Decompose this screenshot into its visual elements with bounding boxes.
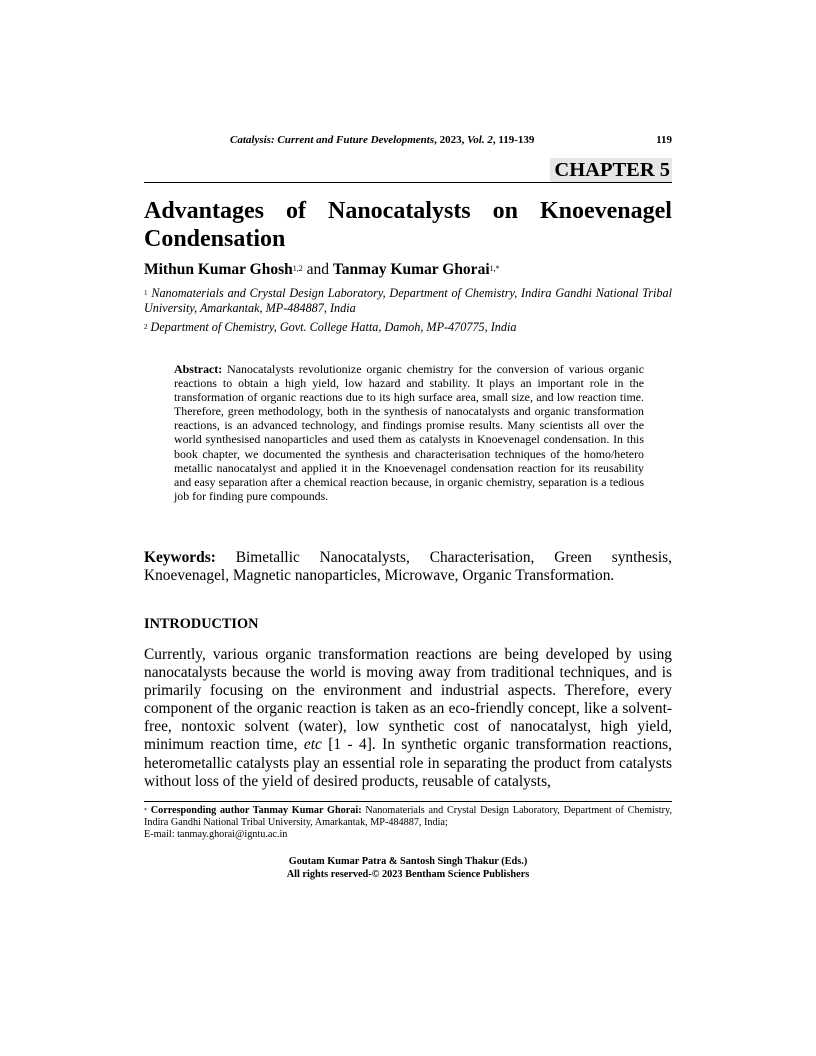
running-head (144, 134, 672, 148)
abstract-label: Abstract: (174, 362, 223, 376)
keywords-label: Keywords: (144, 549, 216, 566)
keywords-text: Bimetallic Nanocatalysts, Characterisation, Green synthesis, Knoevenagel, Magnetic nanoparticles, Microwave, Organic Transformation. (144, 549, 672, 584)
journal-volume: Vol. 2 (467, 134, 493, 146)
keywords (144, 549, 672, 585)
chapter-label: CHAPTER 5 (550, 158, 672, 182)
chapter-rule-divider (144, 182, 672, 183)
editors-copyright (144, 855, 672, 881)
author-list: Mithun Kumar Ghosh$^{1,2}$ and Tanmay Kumar Ghorai$^{1,*}$ (144, 261, 500, 278)
affiliation-1: $^1$ Nanomaterials and Crystal Design Laboratory, Department of Chemistry, Indira Gandhi National Tribal University, Amarkantak, MP-484887, India (144, 286, 672, 315)
abstract-text: Nanocatalysts revolutionize organic chemistry for the conversion of various organic reactions to obtain a high yield, low hazard and stability. It plays an important role in the transformation of organic reactions due to its high surface area, small size, and low reaction time. Therefore, green methodology, both in the synthesis of nanocatalysts and organic transformation reactions, is an advanced technology, and findings promise results. Many scientists all over the world synthesised nanoparticles and used them as catalysts in Knoevenagel condensation. In this book chapter, we documented the synthesis and characterisation techniques of the homo/hetero metallic nanocatalyst and applied it in the Knoevenagel condensation reaction for its reusability and easy separation after a chemical reaction because, in organic chemistry, separation is a tedious job for finding pure compounds. (174, 362, 644, 503)
author-name: Tanmay Kumar Ghorai (332, 261, 490, 278)
page-number: 119 (656, 134, 672, 146)
journal-citation: Catalysis: Current and Future Developments, 2023, Vol. 2, 119-139 (230, 134, 535, 146)
footnote-email: E-mail: tanmay.ghorai@igntu.ac.in (144, 829, 288, 841)
author-affiliation-marker: 1,* (489, 264, 500, 273)
copyright-line: All rights reserved-© 2023 Bentham Science Publishers (286, 869, 530, 880)
author-affiliation-marker: 1,2 (292, 264, 303, 273)
title-line-2: Condensation (144, 226, 286, 252)
footnote-label: Corresponding author Tanmay Kumar Ghorai: (147, 805, 362, 816)
affiliation-2: $^2$ Department of Chemistry, Govt. College Hatta, Damoh, MP-470775, India (144, 320, 517, 334)
author-name: Mithun Kumar Ghosh (144, 261, 293, 278)
editors-line: Goutam Kumar Patra & Santosh Singh Thakur (Eds.) (288, 856, 528, 867)
section-heading-introduction: INTRODUCTION (144, 616, 259, 632)
footnote-rule-divider (144, 801, 672, 802)
corresponding-author-footnote: * Corresponding author Tanmay Kumar Ghorai: Nanomaterials and Crystal Design Laboratory, Department of Chemistry, Indira Gandhi National Tribal University, Amarkantak, MP-484887, India; E-mail: tanmay.ghorai@igntu.ac.in (144, 805, 672, 841)
introduction-paragraph: Currently, various organic transformation reactions are being developed by using nanocatalysts because the world is moving away from traditional techniques, and is primarily focusing on the environment and industrial aspects. Therefore, every component of the organic reaction is taken as an eco-friendly concept, like a solvent-free, nontoxic solvent (water), low synthetic cost of nanocatalyst, high yield, minimum reaction time, etc [1 - 4]. In synthetic organic transformation reactions, heterometallic catalysts play an essential role in separating the product from catalysts without loss of the yield of desired products, reusable of catalysts, (144, 646, 672, 790)
abstract (174, 362, 644, 503)
chapter-title (144, 197, 672, 253)
journal-title: Catalysis: Current and Future Developments (230, 134, 435, 146)
title-line-1: Advantages of Nanocatalysts on Knoevenagel (144, 198, 672, 224)
